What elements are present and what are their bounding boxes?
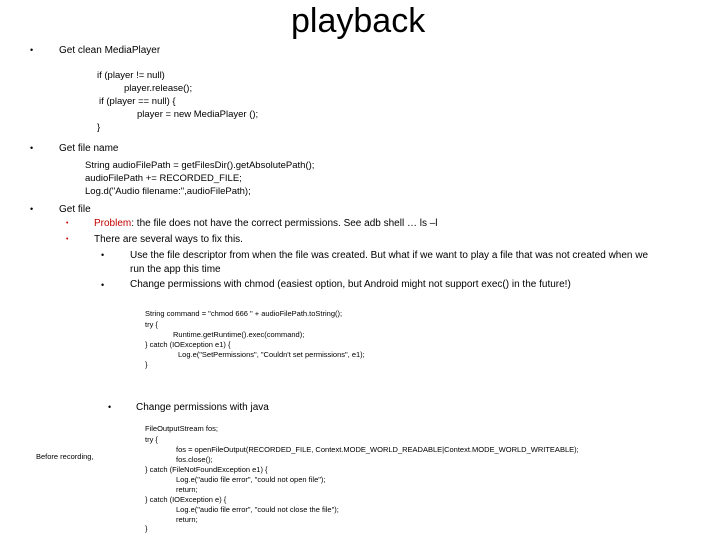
- code-line: } catch (IOException e) {: [145, 495, 227, 504]
- ways-line: There are several ways to fix this.: [94, 234, 243, 245]
- bullet-dot: •: [101, 280, 105, 290]
- before-recording-label: Before recording,: [36, 452, 94, 461]
- bullet-get-file-name: Get file name: [59, 143, 119, 154]
- code-line: if (player != null): [97, 70, 165, 81]
- bullet-get-clean-mediaplayer: Get clean MediaPlayer: [59, 45, 161, 56]
- code-line: String command = "chmod 666 " + audioFilePath.toString();: [145, 309, 343, 318]
- code-line: FileOutputStream fos;: [145, 424, 218, 433]
- code-line: } catch (FileNotFoundException e1) {: [145, 465, 268, 474]
- code-line: player = new MediaPlayer ();: [137, 109, 259, 120]
- code-line: return;: [176, 515, 198, 524]
- code-line: try {: [145, 435, 158, 444]
- code-line: } catch (IOException e1) {: [145, 340, 231, 349]
- way-file-descriptor: Use the file descriptor from when the file was created. But what if we want to play a file that was not created when we: [130, 250, 649, 261]
- slide-title: playback: [291, 2, 426, 40]
- bullet-get-file: Get file: [59, 204, 91, 215]
- sub-bullet-dot: •: [66, 236, 69, 243]
- code-line: Log.e("SetPermissions", "Couldn't set permissions", e1);: [178, 350, 365, 359]
- bullet-dot: •: [30, 45, 34, 55]
- way-file-descriptor-cont: run the app this time: [130, 264, 221, 275]
- code-line: audioFilePath += RECORDED_FILE;: [85, 173, 242, 184]
- code-line: Runtime.getRuntime().exec(command);: [173, 330, 305, 339]
- bullet-dot: •: [30, 204, 34, 214]
- bullet-dot: •: [30, 143, 34, 153]
- code-line: }: [145, 524, 148, 533]
- code-line: }: [145, 360, 148, 369]
- code-line: String audioFilePath = getFilesDir().getAbsolutePath();: [85, 160, 315, 171]
- code-line: player.release();: [124, 83, 193, 94]
- problem-label: Problem: [94, 218, 132, 229]
- code-line: if (player == null) {: [99, 96, 176, 107]
- bullet-change-permissions-java: Change permissions with java: [136, 402, 269, 413]
- code-line: fos = openFileOutput(RECORDED_FILE, Context.MODE_WORLD_READABLE|Context.MODE_WORLD_WRITEABLE);: [176, 445, 579, 454]
- sub-bullet-dot: •: [66, 220, 69, 227]
- problem-line: [94, 218, 438, 229]
- code-line: return;: [176, 485, 198, 494]
- code-line: }: [97, 122, 101, 133]
- bullet-dot: •: [108, 402, 112, 412]
- way-chmod: Change permissions with chmod (easiest option, but Android might not support exec() in the future!): [130, 279, 571, 290]
- bullet-dot: •: [101, 250, 105, 260]
- code-line: Log.e("audio file error", "could not close the file");: [176, 505, 339, 514]
- code-line: Log.e("audio file error", "could not open file");: [176, 475, 326, 484]
- code-line: try {: [145, 320, 158, 329]
- code-line: Log.d("Audio filename:",audioFilePath);: [85, 186, 251, 197]
- code-line: fos.close();: [176, 455, 213, 464]
- problem-text: : the file does not have the correct permissions. See adb shell … ls –l: [131, 218, 438, 229]
